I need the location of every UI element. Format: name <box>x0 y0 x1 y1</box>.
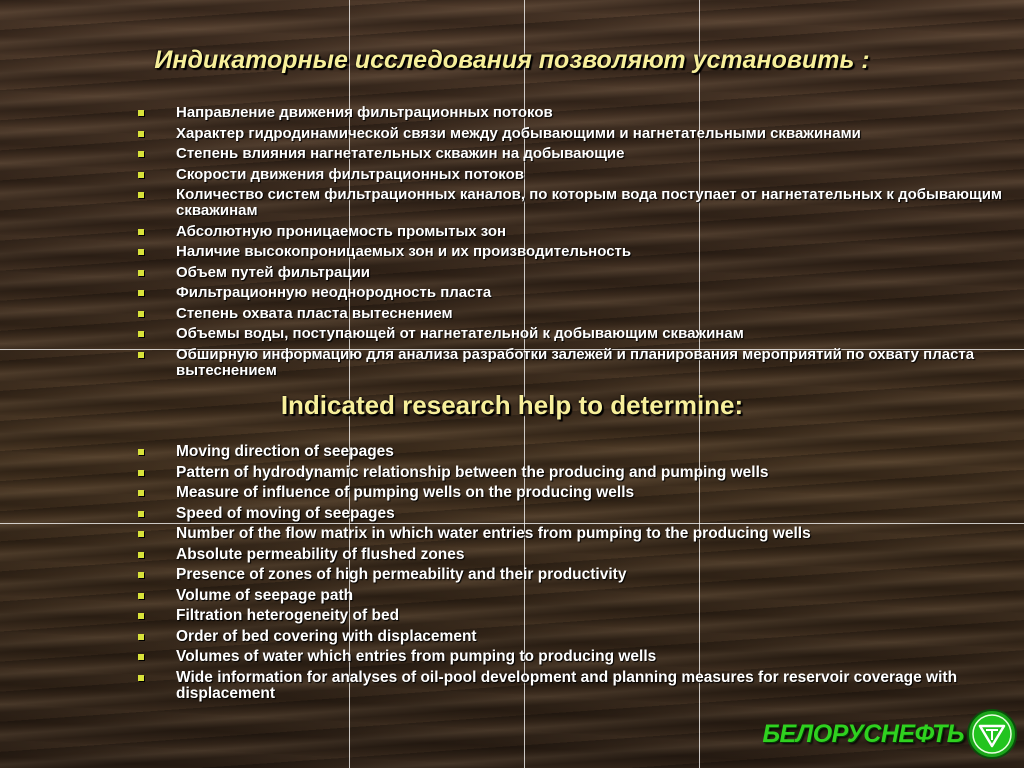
russian-list-item <box>138 326 1008 342</box>
english-list-item-text: Wide information for analyses of oil-pool development and planning measures for reservoir coverage with displacement <box>176 668 958 702</box>
belorusneft-emblem-icon <box>966 708 1018 760</box>
russian-list-item <box>138 105 1008 121</box>
english-list-item-text: Number of the flow matrix in which water entries from pumping to the producing wells <box>176 525 811 542</box>
english-list-item <box>138 526 1008 543</box>
square-bullet-icon <box>138 192 144 198</box>
square-bullet-icon <box>138 352 144 358</box>
russian-list-item-text: Степень влияния нагнетательных скважин на добывающие <box>176 145 625 162</box>
square-bullet-icon <box>138 151 144 157</box>
square-bullet-icon <box>138 613 144 619</box>
english-list-item <box>138 444 1008 461</box>
russian-list-item-text: Объемы воды, поступающей от нагнетательной к добывающим скважинам <box>176 325 744 342</box>
russian-list-item <box>138 146 1008 162</box>
english-list-item-text: Volumes of water which entries from pumping to producing wells <box>176 648 657 665</box>
english-list-item-text: Filtration heterogeneity of bed <box>176 607 400 624</box>
square-bullet-icon <box>138 572 144 578</box>
title-english: Indicated research help to determine: <box>280 390 744 420</box>
square-bullet-icon <box>138 290 144 296</box>
english-list-item <box>138 649 1008 666</box>
square-bullet-icon <box>138 270 144 276</box>
russian-list-item <box>138 244 1008 260</box>
company-logo <box>762 706 1018 762</box>
russian-list-item <box>138 265 1008 281</box>
english-list-item-text: Absolute permeability of flushed zones <box>176 545 465 563</box>
bullet-list-russian <box>138 105 1008 383</box>
russian-list-item-text: Скорости движения фильтрационных потоков <box>176 165 524 183</box>
square-bullet-icon <box>138 511 144 517</box>
russian-list-item-text: Характер гидродинамической связи между добывающими и нагнетательными скважинами <box>176 124 861 142</box>
square-bullet-icon <box>138 634 144 640</box>
russian-list-item <box>138 126 1008 142</box>
english-list-item <box>138 465 1008 482</box>
russian-list-item <box>138 167 1008 183</box>
square-bullet-icon <box>138 552 144 558</box>
square-bullet-icon <box>138 675 144 681</box>
russian-list-item <box>138 187 1008 219</box>
english-list-item <box>138 629 1008 646</box>
russian-list-item-text: Фильтрационную неоднородность пласта <box>176 284 492 301</box>
square-bullet-icon <box>138 131 144 137</box>
square-bullet-icon <box>138 449 144 455</box>
square-bullet-icon <box>138 331 144 337</box>
square-bullet-icon <box>138 110 144 116</box>
square-bullet-icon <box>138 470 144 476</box>
english-list-item <box>138 506 1008 523</box>
square-bullet-icon <box>138 229 144 235</box>
russian-list-item-text: Количество систем фильтрационных каналов, по которым вода поступает от нагнетательных к добывающим скважинам <box>176 186 1003 219</box>
russian-list-item-text: Направление движения фильтрационных потоков <box>176 104 553 121</box>
square-bullet-icon <box>138 249 144 255</box>
english-list-item-text: Pattern of hydrodynamic relationship between the producing and pumping wells <box>176 463 769 481</box>
english-list-item-text: Measure of influence of pumping wells on the producing wells <box>176 484 635 501</box>
russian-list-item <box>138 347 1008 379</box>
russian-list-item <box>138 306 1008 322</box>
square-bullet-icon <box>138 593 144 599</box>
title-russian: Индикаторные исследования позволяют установить : <box>154 46 870 74</box>
square-bullet-icon <box>138 531 144 537</box>
english-list-item-text: Presence of zones of high permeability and their productivity <box>176 566 627 583</box>
russian-list-item <box>138 285 1008 301</box>
english-list-item-text: Volume of seepage path <box>176 586 354 604</box>
square-bullet-icon <box>138 172 144 178</box>
square-bullet-icon <box>138 654 144 660</box>
russian-list-item-text: Обширную информацию для анализа разработки залежей и планирования мероприятий по охвату пласта вытеснением <box>176 345 975 379</box>
english-list-item-text: Moving direction of seepages <box>176 443 394 460</box>
bullet-list-english <box>138 444 1008 707</box>
square-bullet-icon <box>138 311 144 317</box>
english-list-item-text: Speed of moving of seepages <box>176 504 395 522</box>
logo-text: БЕЛОРУСНЕФТЬ <box>762 719 964 748</box>
english-list-item <box>138 588 1008 605</box>
english-list-item <box>138 608 1008 625</box>
english-list-item <box>138 567 1008 584</box>
english-list-item <box>138 485 1008 502</box>
russian-list-item-text: Наличие высокопроницаемых зон и их производительность <box>176 243 632 260</box>
russian-list-item <box>138 224 1008 240</box>
russian-list-item-text: Объем путей фильтрации <box>176 263 371 281</box>
english-list-item <box>138 670 1008 703</box>
russian-list-item-text: Степень охвата пласта вытеснением <box>176 304 453 322</box>
english-list-item-text: Order of bed covering with displacement <box>176 627 477 645</box>
english-list-item <box>138 547 1008 564</box>
russian-list-item-text: Абсолютную проницаемость промытых зон <box>176 222 507 240</box>
square-bullet-icon <box>138 490 144 496</box>
